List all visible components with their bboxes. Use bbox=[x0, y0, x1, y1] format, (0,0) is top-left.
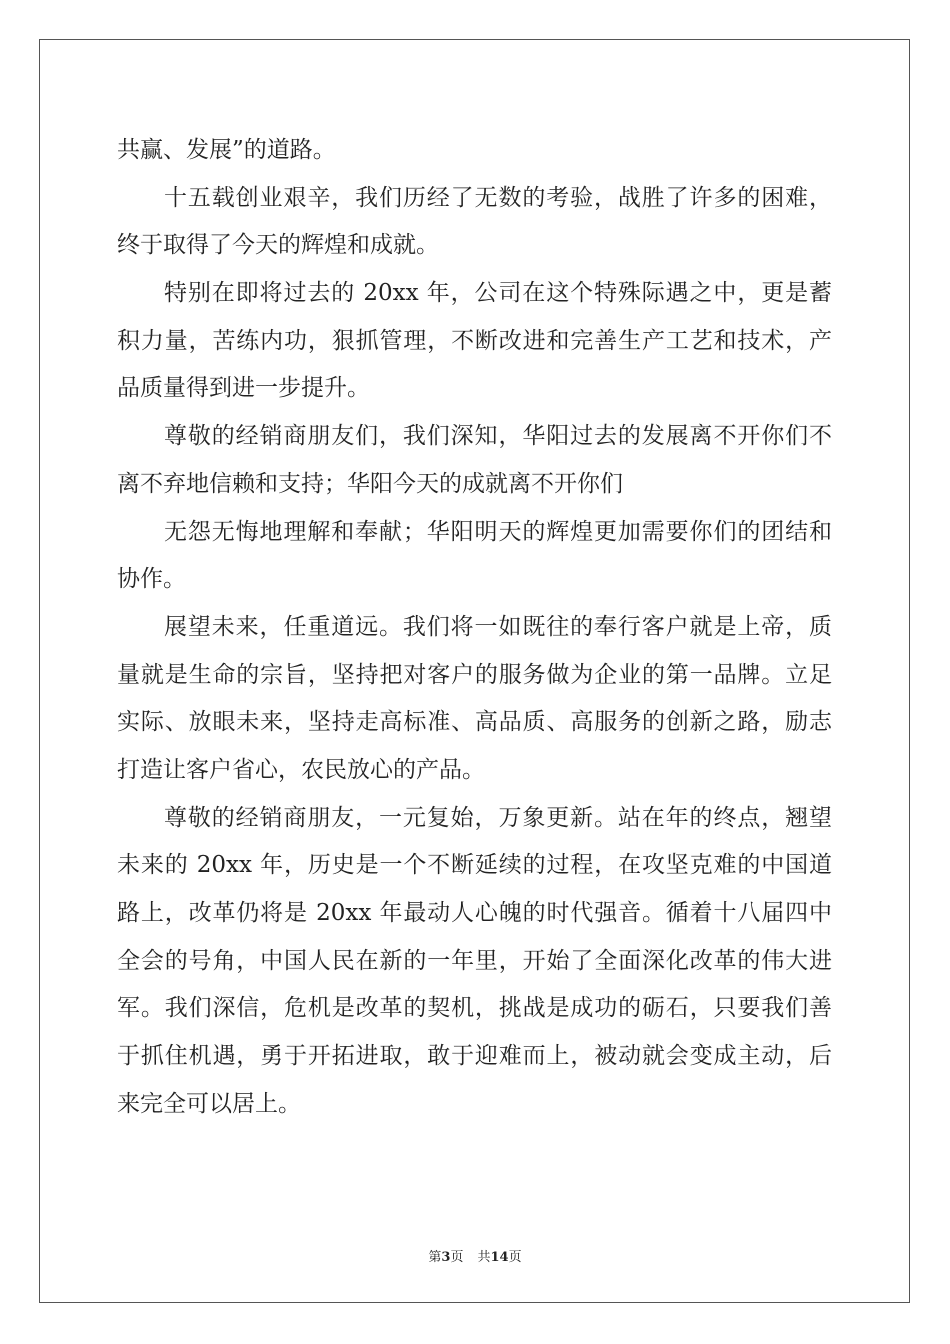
text-line: 尊敬的经销商朋友们，我们深知，华阳过去的发展离不开你们不 bbox=[164, 423, 832, 450]
page-number: 3 bbox=[441, 1250, 451, 1265]
text-line: 未来的 20xx 年，历史是一个不断延续的过程，在攻坚克难的中国道 bbox=[117, 852, 832, 879]
text-line: 路上，改革仍将是 20xx 年最动人心魄的时代强音。循着十八届四中 bbox=[117, 900, 832, 926]
text-line: 离不弃地信赖和支持；华阳今天的成就离不开你们 bbox=[117, 470, 623, 497]
text-line: 量就是生命的宗旨，坚持把对客户的服务做为企业的第一品牌。立足 bbox=[117, 661, 832, 688]
text-line: 共赢、发展”的道路。 bbox=[117, 137, 336, 163]
text-line: 协作。 bbox=[117, 566, 186, 593]
text-line: 积力量，苦练内功，狠抓管理，不断改进和完善生产工艺和技术，产 bbox=[117, 327, 832, 354]
total-suffix: 页 bbox=[508, 1250, 522, 1265]
text-line: 无怨无悔地理解和奉献；华阳明天的辉煌更加需要你们的团结和 bbox=[164, 518, 832, 545]
text-line: 十五载创业艰辛，我们历经了无数的考验，战胜了许多的困难， bbox=[164, 184, 832, 211]
text-line: 来完全可以居上。 bbox=[117, 1090, 301, 1117]
total-prefix: 共 bbox=[477, 1250, 491, 1265]
text-line: 品质量得到进一步提升。 bbox=[117, 375, 370, 402]
text-line: 于抓住机遇，勇于开拓进取，敢于迎难而上，被动就会变成主动，后 bbox=[117, 1043, 832, 1070]
text-line: 军。我们深信，危机是改革的契机，挑战是成功的砺石，只要我们善 bbox=[117, 995, 832, 1022]
text-line: 终于取得了今天的辉煌和成就。 bbox=[117, 232, 439, 259]
text-line: 特别在即将过去的 20xx 年，公司在这个特殊际遇之中，更是蓄 bbox=[164, 280, 832, 307]
text-line: 展望未来，任重道远。我们将一如既往的奉行客户就是上帝，质 bbox=[164, 613, 832, 640]
page-suffix: 页 bbox=[450, 1250, 464, 1265]
document-body bbox=[117, 127, 832, 1128]
text-line: 打造让客户省心，农民放心的产品。 bbox=[117, 756, 485, 783]
page-footer bbox=[0, 1246, 950, 1265]
page-prefix: 第 bbox=[428, 1250, 442, 1265]
text-line: 实际、放眼未来，坚持走高标准、高品质、高服务的创新之路，励志 bbox=[117, 709, 832, 736]
text-line: 尊敬的经销商朋友，一元复始，万象更新。站在年的终点，翘望 bbox=[164, 804, 832, 831]
total-pages: 14 bbox=[490, 1250, 509, 1265]
text-line: 全会的号角，中国人民在新的一年里，开始了全面深化改革的伟大进 bbox=[117, 947, 832, 974]
